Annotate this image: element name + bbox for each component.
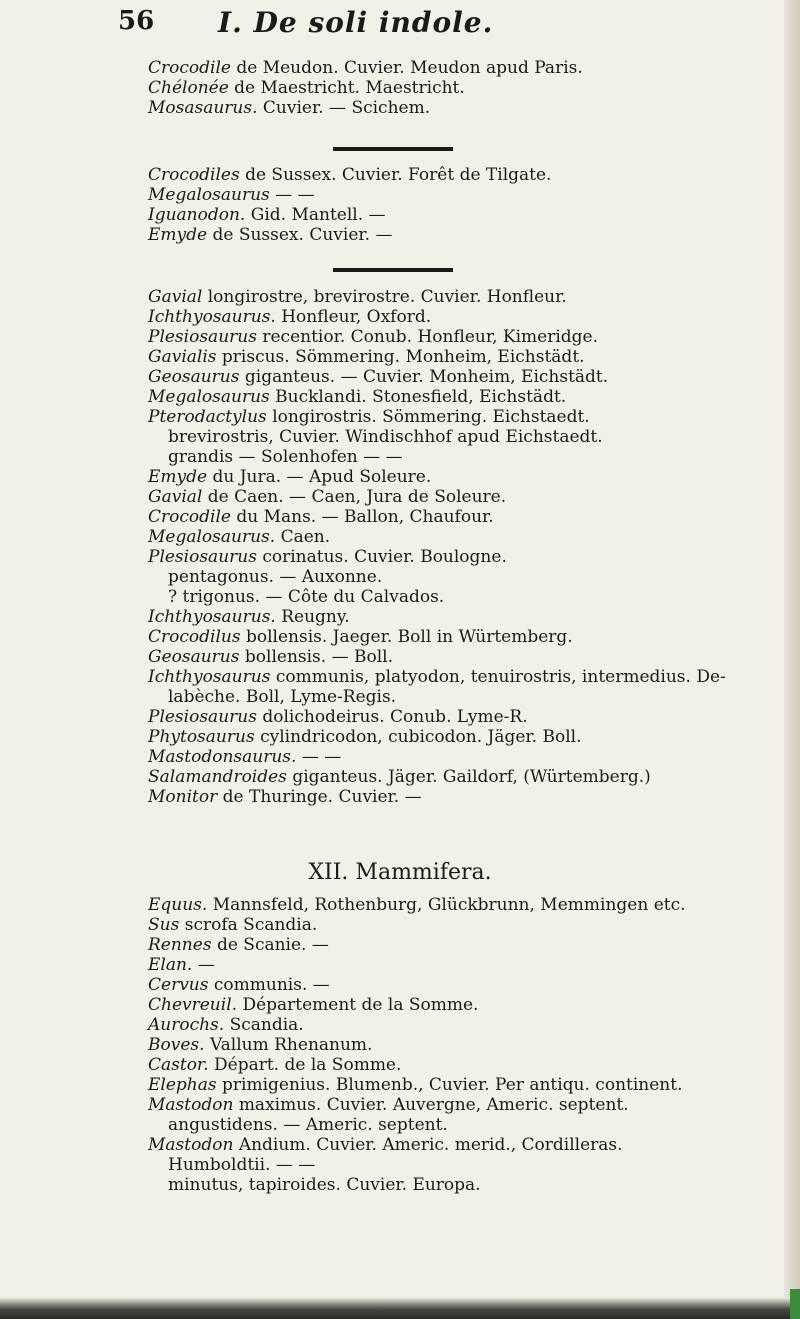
taxon-name: Equus. [148, 895, 208, 915]
entry-text: labèche. Boll, Lyme-Regis. [168, 687, 397, 707]
taxon-name: Crocodile [148, 507, 231, 527]
entry-text: communis. — [213, 975, 330, 995]
page-header [118, 6, 738, 42]
entry-text: recentior. Conub. Honfleur, Kimeridge. [262, 327, 599, 347]
entry-text: scrofa Scandia. [184, 915, 318, 935]
taxon-name: Mastodon [148, 1095, 234, 1115]
taxon-name: Emyde [148, 225, 208, 245]
entry-text: de Scanie. — [216, 935, 329, 955]
taxon-name: Crocodiles [148, 165, 240, 185]
taxon-name: Plesiosaurus [148, 707, 257, 727]
section-heading: XII. Mammifera. [308, 860, 492, 885]
entry-text: pentagonus. — Auxonne. [168, 567, 383, 587]
taxon-name: Emyde [148, 467, 208, 487]
entry-text: cylindricodon, cubicodon. Jäger. Boll. [260, 727, 582, 747]
entry-text: de Thuringe. Cuvier. — [222, 787, 422, 807]
taxon-name: Crocodile [148, 58, 231, 78]
entry-text: brevirostris, Cuvier. Windischhof apud Eichstaedt. [168, 427, 603, 447]
taxon-name: Plesiosaurus [148, 327, 257, 347]
entry-text: Vallum Rhenanum. [209, 1035, 373, 1055]
entry-text: Gid. Mantell. — [250, 205, 386, 225]
taxon-name: Cervus [148, 975, 209, 995]
taxon-name: Mosasaurus. [148, 98, 258, 118]
entry-text: de Caen. — Caen, Jura de Soleure. [207, 487, 507, 507]
entry-text: de Meudon. Cuvier. Meudon apud Paris. [236, 58, 583, 78]
taxon-name: Aurochs. [148, 1015, 225, 1035]
taxon-name: Plesiosaurus [148, 547, 257, 567]
entry-text: Caen. [280, 527, 331, 547]
entry-text: Cuvier. — Scichem. [262, 98, 431, 118]
entry-text: minutus, tapiroides. Cuvier. Europa. [168, 1175, 481, 1195]
entry-text: angustidens. — Americ. septent. [168, 1115, 448, 1135]
page-edge-corner [790, 1289, 800, 1319]
entry-text: Andium. Cuvier. Americ. merid., Cordilleras. [238, 1135, 623, 1155]
section-rule [333, 147, 453, 151]
entry-text: de Sussex. Cuvier. Forêt de Tilgate. [245, 165, 552, 185]
entry-text: du Jura. — Apud Soleure. [212, 467, 432, 487]
entry-text: Honfleur, Oxford. [281, 307, 432, 327]
entry-text: giganteus. Jäger. Gaildorf, (Würtemberg.) [292, 767, 651, 787]
entry-text: bollensis. — Boll. [244, 647, 393, 667]
taxon-name: Elephas [148, 1075, 217, 1095]
entry-text: Reugny. [281, 607, 350, 627]
taxon-name: Iguanodon. [148, 205, 246, 225]
entry-text: grandis — Solenhofen — — [168, 447, 403, 467]
entry-text: longirostre, brevirostre. Cuvier. Honfleur. [207, 287, 567, 307]
entry-text: maximus. Cuvier. Auvergne, Americ. septent. [238, 1095, 629, 1115]
entry-text: priscus. Sömmering. Monheim, Eichstädt. [221, 347, 585, 367]
entry-text: Département de la Somme. [242, 995, 479, 1015]
entry-text: longirostris. Sömmering. Eichstaedt. [272, 407, 590, 427]
taxon-name: Mastodon [148, 1135, 234, 1155]
taxon-name: Elan. [148, 955, 193, 975]
taxon-name: Geosaurus [148, 647, 240, 667]
taxon-name: Ichthyosaurus. [148, 607, 276, 627]
taxon-name: Megalosaurus [148, 387, 270, 407]
page-title: I. De soli indole. [218, 6, 494, 39]
entry-text: du Mans. — Ballon, Chaufour. [236, 507, 494, 527]
taxon-name: Crocodilus [148, 627, 241, 647]
entry-text: — — [275, 185, 315, 205]
entry-text: Mannsfeld, Rothenburg, Glückbrunn, Memmingen etc. [212, 895, 686, 915]
taxon-name: Gavial [148, 487, 203, 507]
page-edge-bottom [0, 1297, 800, 1319]
entry-text: giganteus. — Cuvier. Monheim, Eichstädt. [244, 367, 609, 387]
entry-text: dolichodeirus. Conub. Lyme-R. [262, 707, 528, 727]
entry-text: de Sussex. Cuvier. — [212, 225, 393, 245]
taxon-name: Sus [148, 915, 180, 935]
taxon-name: Geosaurus [148, 367, 240, 387]
taxon-name: Ichthyosaurus. [148, 307, 276, 327]
taxon-name: Mastodonsaurus. [148, 747, 297, 767]
taxon-name: Gavial [148, 287, 203, 307]
taxon-name: Phytosaurus [148, 727, 255, 747]
taxon-name: Chélonée [148, 78, 229, 98]
taxon-name: Pterodactylus [148, 407, 267, 427]
entry-text: Départ. de la Somme. [214, 1055, 402, 1075]
entry-text: Scandia. [229, 1015, 304, 1035]
taxon-name: Megalosaurus [148, 185, 270, 205]
entry-text: Bucklandi. Stonesfield, Eichstädt. [275, 387, 567, 407]
taxon-name: Monitor [148, 787, 218, 807]
entry-text: bollensis. Jaeger. Boll in Würtemberg. [245, 627, 573, 647]
entry-text: de Maestricht. Maestricht. [234, 78, 465, 98]
page-edge-right [784, 0, 800, 1319]
taxon-name: Chevreuil. [148, 995, 238, 1015]
taxon-name: Gavialis [148, 347, 217, 367]
entry-text: Humboldtii. — — [168, 1155, 316, 1175]
entry-text: ? trigonus. — Côte du Calvados. [168, 587, 445, 607]
taxon-name: Salamandroides [148, 767, 287, 787]
taxon-name: Ichthyosaurus [148, 667, 271, 687]
taxon-name: Castor. [148, 1055, 209, 1075]
entry-text: — [197, 955, 215, 975]
entry-text: communis, platyodon, tenuirostris, intermedius. De- [275, 667, 726, 687]
taxon-name: Boves. [148, 1035, 205, 1055]
entry-text: — — [301, 747, 342, 767]
entry-text: primigenius. Blumenb., Cuvier. Per antiqu. continent. [222, 1075, 683, 1095]
taxon-name: Rennes [148, 935, 212, 955]
section-rule [333, 268, 453, 272]
taxon-name: Megalosaurus. [148, 527, 276, 547]
entry-text: corinatus. Cuvier. Boulogne. [262, 547, 507, 567]
page-number: 56 [118, 6, 155, 36]
